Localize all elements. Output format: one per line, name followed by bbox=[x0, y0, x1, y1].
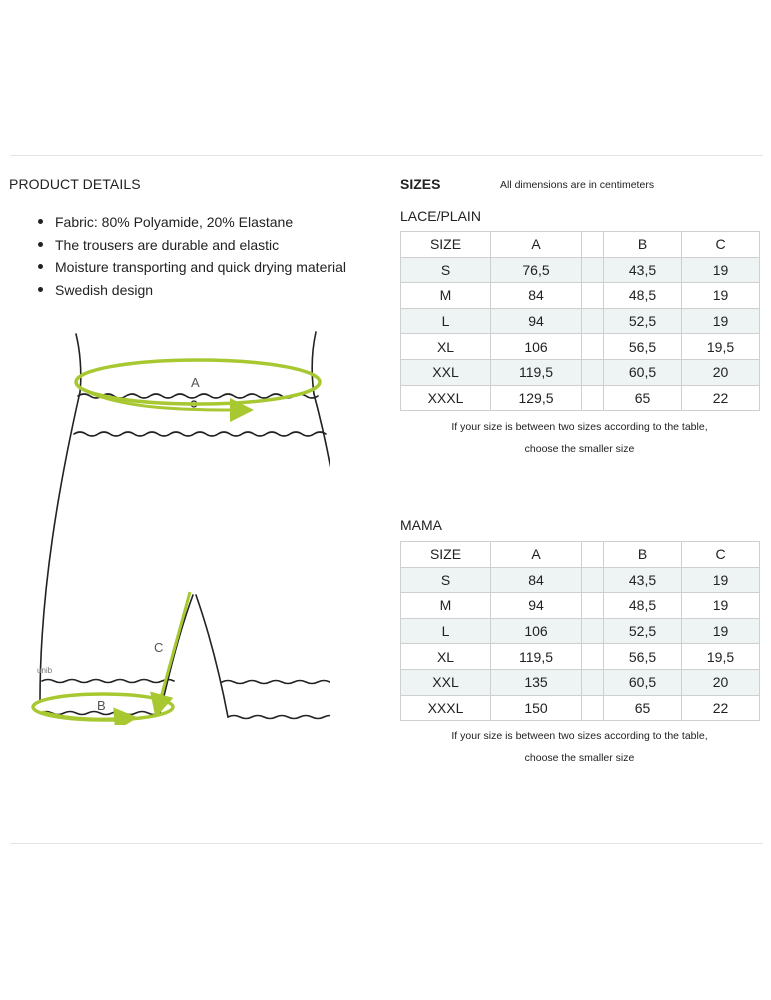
note-line: If your size is between two sizes according to the table, bbox=[451, 730, 708, 742]
table-cell: B bbox=[604, 542, 682, 568]
table-cell: 84 bbox=[491, 283, 582, 309]
table-cell: 119,5 bbox=[491, 644, 582, 670]
list-item: Moisture transporting and quick drying material bbox=[38, 256, 346, 279]
note-line: choose the smaller size bbox=[524, 752, 635, 764]
table-cell: XL bbox=[401, 644, 491, 670]
table-cell bbox=[582, 695, 604, 721]
right-leg-outer-line bbox=[314, 394, 330, 712]
mama-size-note bbox=[400, 725, 759, 769]
table-cell: L bbox=[401, 618, 491, 644]
right-leg-hem bbox=[228, 716, 330, 719]
mama-title: MAMA bbox=[400, 517, 442, 533]
table-cell bbox=[582, 232, 604, 258]
table-cell: 56,5 bbox=[604, 644, 682, 670]
table-cell: 22 bbox=[682, 695, 760, 721]
table-header-row bbox=[401, 232, 760, 258]
left-leg-lace-top bbox=[42, 680, 174, 683]
note-line: If your size is between two sizes according to the table, bbox=[451, 421, 708, 433]
note-line: choose the smaller size bbox=[524, 443, 635, 455]
sizes-title: SIZES bbox=[400, 176, 441, 192]
table-cell bbox=[582, 359, 604, 385]
table-cell: 135 bbox=[491, 669, 582, 695]
table-cell: M bbox=[401, 593, 491, 619]
table-cell: 48,5 bbox=[604, 283, 682, 309]
table-cell: 19 bbox=[682, 593, 760, 619]
table-cell bbox=[582, 257, 604, 283]
right-leg-lace-top bbox=[222, 681, 330, 684]
table-row bbox=[401, 385, 760, 411]
label-a: A bbox=[191, 375, 200, 390]
mama-size-table bbox=[400, 541, 760, 721]
table-cell: 60,5 bbox=[604, 669, 682, 695]
product-details-list bbox=[38, 211, 346, 301]
table-cell: 56,5 bbox=[604, 334, 682, 360]
table-row bbox=[401, 257, 760, 283]
table-cell bbox=[582, 618, 604, 644]
table-cell: A bbox=[491, 232, 582, 258]
bottom-divider bbox=[10, 843, 763, 844]
table-cell: L bbox=[401, 308, 491, 334]
table-cell: 150 bbox=[491, 695, 582, 721]
table-cell: 52,5 bbox=[604, 618, 682, 644]
top-divider bbox=[10, 155, 763, 156]
table-cell: 129,5 bbox=[491, 385, 582, 411]
table-cell: SIZE bbox=[401, 232, 491, 258]
table-cell: M bbox=[401, 283, 491, 309]
table-cell bbox=[582, 542, 604, 568]
table-cell: 106 bbox=[491, 334, 582, 360]
right-leg-inner-line bbox=[196, 595, 228, 717]
table-cell: 76,5 bbox=[491, 257, 582, 283]
table-cell: 94 bbox=[491, 593, 582, 619]
table-cell: 43,5 bbox=[604, 257, 682, 283]
lace-plain-size-table bbox=[400, 231, 760, 411]
dimensions-note: All dimensions are in centimeters bbox=[500, 179, 655, 191]
waistband-bottom-lace bbox=[74, 432, 326, 436]
table-cell: XXXL bbox=[401, 385, 491, 411]
table-cell: A bbox=[491, 542, 582, 568]
table-cell bbox=[582, 385, 604, 411]
table-cell bbox=[582, 308, 604, 334]
table-cell: C bbox=[682, 232, 760, 258]
table-cell: 60,5 bbox=[604, 359, 682, 385]
table-cell: 43,5 bbox=[604, 567, 682, 593]
table-cell: XXL bbox=[401, 359, 491, 385]
table-row bbox=[401, 308, 760, 334]
table-cell bbox=[582, 334, 604, 360]
table-cell: 48,5 bbox=[604, 593, 682, 619]
table-cell bbox=[582, 567, 604, 593]
table-cell: 19 bbox=[682, 283, 760, 309]
table-cell bbox=[582, 669, 604, 695]
table-cell: 52,5 bbox=[604, 308, 682, 334]
lace-plain-title: LACE/PLAIN bbox=[400, 208, 481, 224]
shorts-measurement-diagram bbox=[20, 320, 330, 725]
table-cell: 22 bbox=[682, 385, 760, 411]
table-cell: SIZE bbox=[401, 542, 491, 568]
table-cell: 94 bbox=[491, 308, 582, 334]
table-cell: S bbox=[401, 257, 491, 283]
table-cell: 20 bbox=[682, 669, 760, 695]
brand-mark: unib bbox=[37, 666, 53, 675]
table-cell: 19 bbox=[682, 257, 760, 283]
table-row bbox=[401, 695, 760, 721]
table-row bbox=[401, 669, 760, 695]
left-leg-inner-line bbox=[160, 595, 193, 713]
lace-plain-size-note bbox=[400, 416, 759, 460]
table-cell: XXL bbox=[401, 669, 491, 695]
list-item: Fabric: 80% Polyamide, 20% Elastane bbox=[38, 211, 346, 234]
table-row bbox=[401, 334, 760, 360]
table-cell: C bbox=[682, 542, 760, 568]
waist-right-line bbox=[312, 332, 316, 394]
table-row bbox=[401, 283, 760, 309]
table-cell: 19 bbox=[682, 618, 760, 644]
label-c: C bbox=[154, 640, 164, 655]
left-leg-outer-line bbox=[40, 392, 80, 700]
list-item: The trousers are durable and elastic bbox=[38, 234, 346, 257]
table-row bbox=[401, 593, 760, 619]
table-cell: 19 bbox=[682, 308, 760, 334]
table-header-row bbox=[401, 542, 760, 568]
table-cell: 19,5 bbox=[682, 334, 760, 360]
table-row bbox=[401, 618, 760, 644]
table-cell: 119,5 bbox=[491, 359, 582, 385]
table-cell: S bbox=[401, 567, 491, 593]
table-cell bbox=[582, 593, 604, 619]
table-cell: 65 bbox=[604, 695, 682, 721]
table-row bbox=[401, 359, 760, 385]
table-cell: 20 bbox=[682, 359, 760, 385]
table-cell bbox=[582, 644, 604, 670]
table-cell: XL bbox=[401, 334, 491, 360]
table-cell: 106 bbox=[491, 618, 582, 644]
table-cell: 65 bbox=[604, 385, 682, 411]
table-cell: XXXL bbox=[401, 695, 491, 721]
table-cell: 19 bbox=[682, 567, 760, 593]
table-cell: 84 bbox=[491, 567, 582, 593]
table-row bbox=[401, 567, 760, 593]
table-cell: B bbox=[604, 232, 682, 258]
table-cell bbox=[582, 283, 604, 309]
list-item: Swedish design bbox=[38, 279, 346, 302]
product-details-title: PRODUCT DETAILS bbox=[9, 176, 141, 192]
table-row bbox=[401, 644, 760, 670]
table-cell: 19,5 bbox=[682, 644, 760, 670]
label-b: B bbox=[97, 698, 106, 713]
